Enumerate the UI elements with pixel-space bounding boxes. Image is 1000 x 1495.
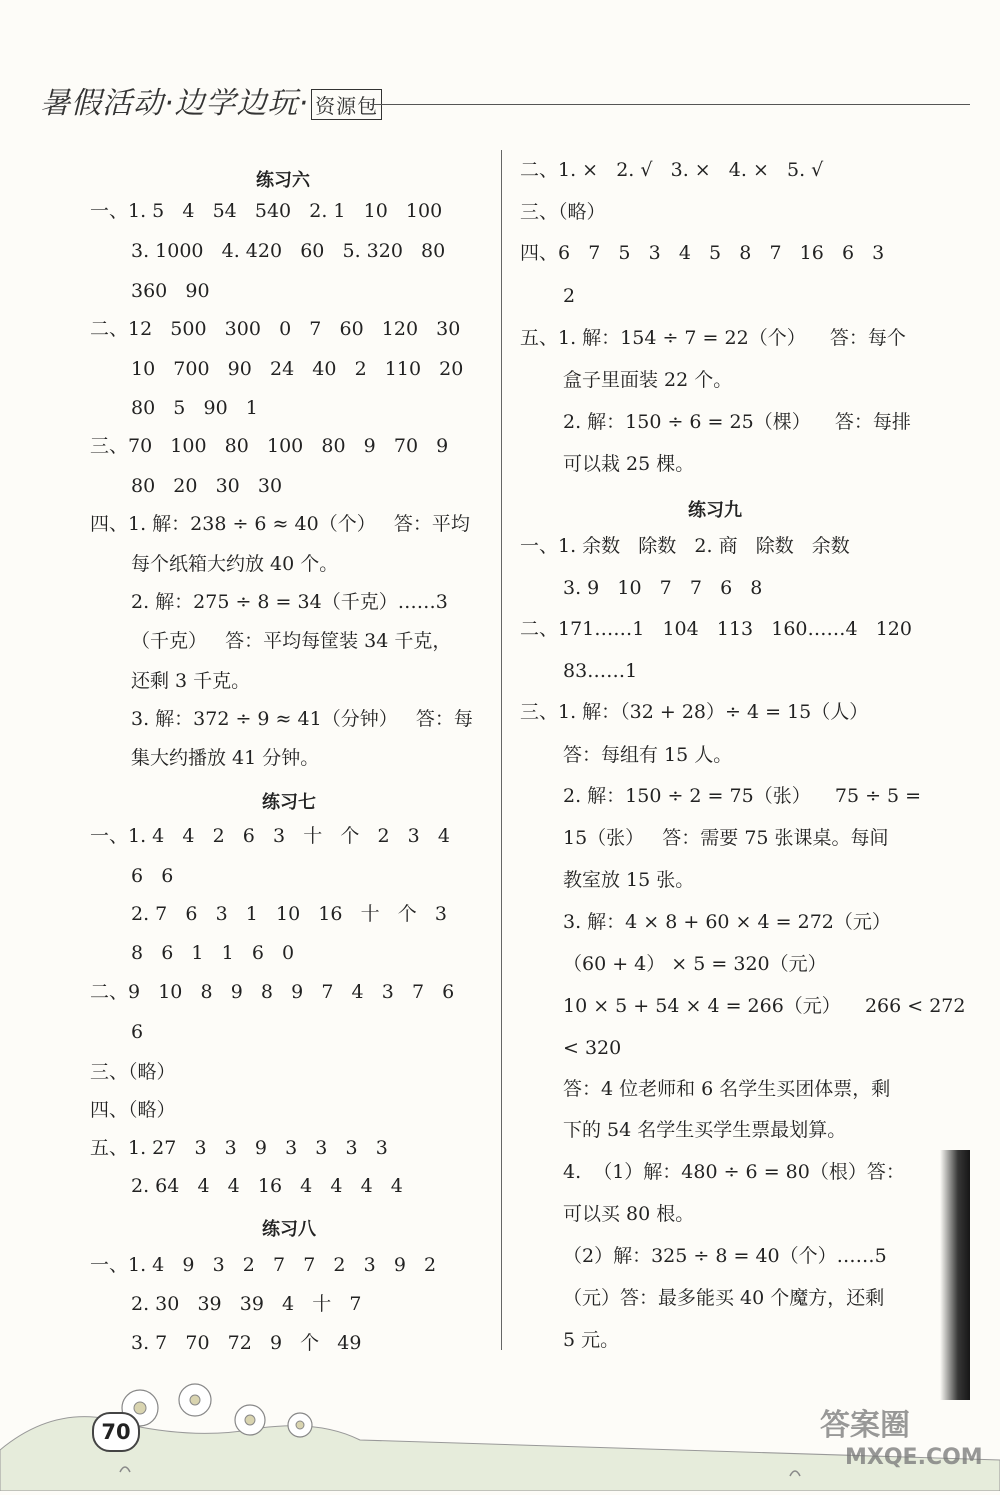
section-title-exercise-7: 练习七 (262, 792, 316, 813)
answer-line: 一、1. 4 9 3 2 7 7 2 3 9 2 (90, 1254, 437, 1276)
answer-line: 3. 9 10 7 7 6 8 (563, 577, 763, 599)
answer-line: 83……1 (563, 660, 638, 682)
answer-line: 四、（略） (90, 1099, 176, 1121)
answer-line: 一、1. 5 4 54 540 2. 1 10 100 (90, 200, 443, 222)
answer-line: 3. 解：4 × 8 + 60 × 4 = 272（元） (563, 911, 891, 933)
answer-line: 五、1. 解：154 ÷ 7 = 22（个） 答：每个 (520, 327, 906, 349)
section-title-exercise-8: 练习八 (262, 1219, 316, 1240)
answer-line: 2. 解：275 ÷ 8 = 34（千克）……3 (131, 591, 448, 613)
answer-line: （元）答：最多能买 40 个魔方，还剩 (563, 1287, 885, 1309)
answer-line: 三、（略） (90, 1061, 176, 1083)
answer-line: 教室放 15 张。 (563, 869, 695, 891)
page-number: 70 (92, 1412, 140, 1452)
answer-line: 四、1. 解：238 ÷ 6 ≈ 40（个） 答：平均 (90, 513, 470, 535)
answer-line: 2. 解：150 ÷ 6 = 25（棵） 答：每排 (563, 411, 911, 433)
answer-line: 10 × 5 + 54 × 4 = 266（元） 266 < 272 (563, 995, 966, 1017)
answer-line: 360 90 (131, 280, 210, 302)
answer-line: 6 6 (131, 865, 174, 887)
section-title-exercise-6: 练习六 (256, 170, 310, 191)
answer-line: 80 5 90 1 (131, 397, 258, 419)
answer-line: 还剩 3 千克。 (131, 670, 251, 692)
header-rule (370, 104, 970, 105)
answer-line: 3. 解：372 ÷ 9 ≈ 41（分钟） 答：每 (131, 708, 473, 730)
answer-line: 可以栽 25 棵。 (563, 453, 695, 475)
answer-line: 80 20 30 30 (131, 475, 283, 497)
page-header (40, 78, 975, 128)
answer-line: 6 (131, 1021, 144, 1043)
answer-line: 5 元。 (563, 1329, 620, 1351)
answer-line: 三、（略） (520, 201, 606, 223)
answer-line: 2. 解：150 ÷ 2 = 75（张） 75 ÷ 5 = (563, 785, 922, 807)
answer-line: 答：4 位老师和 6 名学生买团体票，剩 (563, 1078, 891, 1100)
answer-line: 四、6 7 5 3 4 5 8 7 16 6 3 (520, 242, 885, 264)
answer-line: 2. 30 39 39 4 十 7 (131, 1293, 362, 1315)
answer-line: 8 6 1 1 6 0 (131, 942, 295, 964)
answer-line: 15（张） 答：需要 75 张课桌。每间 (563, 827, 889, 849)
answer-line: 二、1. × 2. √ 3. × 4. × 5. √ (520, 159, 824, 181)
column-divider (501, 150, 502, 1350)
answer-line: 二、12 500 300 0 7 60 120 30 (90, 318, 461, 340)
watermark-url: MXQE.COM (845, 1445, 983, 1470)
answer-line: 三、70 100 80 100 80 9 70 9 (90, 435, 449, 457)
watermark-logo: 答案圈 (820, 1408, 910, 1443)
answer-line: 集大约播放 41 分钟。 (131, 747, 320, 769)
answer-line: < 320 (563, 1037, 622, 1059)
answer-line: 3. 7 70 72 9 个 49 (131, 1332, 362, 1354)
answer-line: 盒子里面装 22 个。 (563, 369, 733, 391)
answer-line: 2. 64 4 4 16 4 4 4 4 (131, 1175, 403, 1197)
answer-line: 可以买 80 根。 (563, 1203, 695, 1225)
answer-line: 二、171……1 104 113 160……4 120 (520, 618, 912, 640)
answer-line: 二、9 10 8 9 8 9 7 4 3 7 6 (90, 981, 455, 1003)
answer-line: （千克） 答：平均每筐装 34 千克， (131, 630, 452, 652)
page-edge-shadow (940, 1150, 970, 1400)
brand-box-text: 资源包 (311, 89, 382, 120)
answer-line: 2 (563, 285, 576, 307)
answer-line: （2）解：325 ÷ 8 = 40（个）……5 (563, 1245, 887, 1267)
section-title-exercise-9: 练习九 (688, 500, 742, 521)
answer-line: 2. 7 6 3 1 10 16 十 个 3 (131, 903, 447, 925)
answer-line: 4. （1）解：480 ÷ 6 = 80（根）答： (563, 1161, 905, 1183)
answer-line: 下的 54 名学生买学生票最划算。 (563, 1119, 847, 1141)
answer-line: （60 + 4） × 5 = 320（元） (563, 953, 827, 975)
answer-line: 3. 1000 4. 420 60 5. 320 80 (131, 240, 446, 262)
brand-main-text: 暑假活动·边学边玩· (40, 86, 310, 121)
answer-line: 每个纸箱大约放 40 个。 (131, 553, 339, 575)
answer-line: 三、1. 解：（32 + 28）÷ 4 = 15（人） (520, 701, 869, 723)
answer-line: 一、1. 余数 除数 2. 商 除数 余数 (520, 535, 850, 557)
answer-line: 10 700 90 24 40 2 110 20 (131, 358, 464, 380)
answer-line: 答：每组有 15 人。 (563, 744, 733, 766)
brand-logo (40, 78, 382, 122)
answer-line: 五、1. 27 3 3 9 3 3 3 3 (90, 1137, 388, 1159)
answer-line: 一、1. 4 4 2 6 3 十 个 2 3 4 (90, 825, 450, 847)
